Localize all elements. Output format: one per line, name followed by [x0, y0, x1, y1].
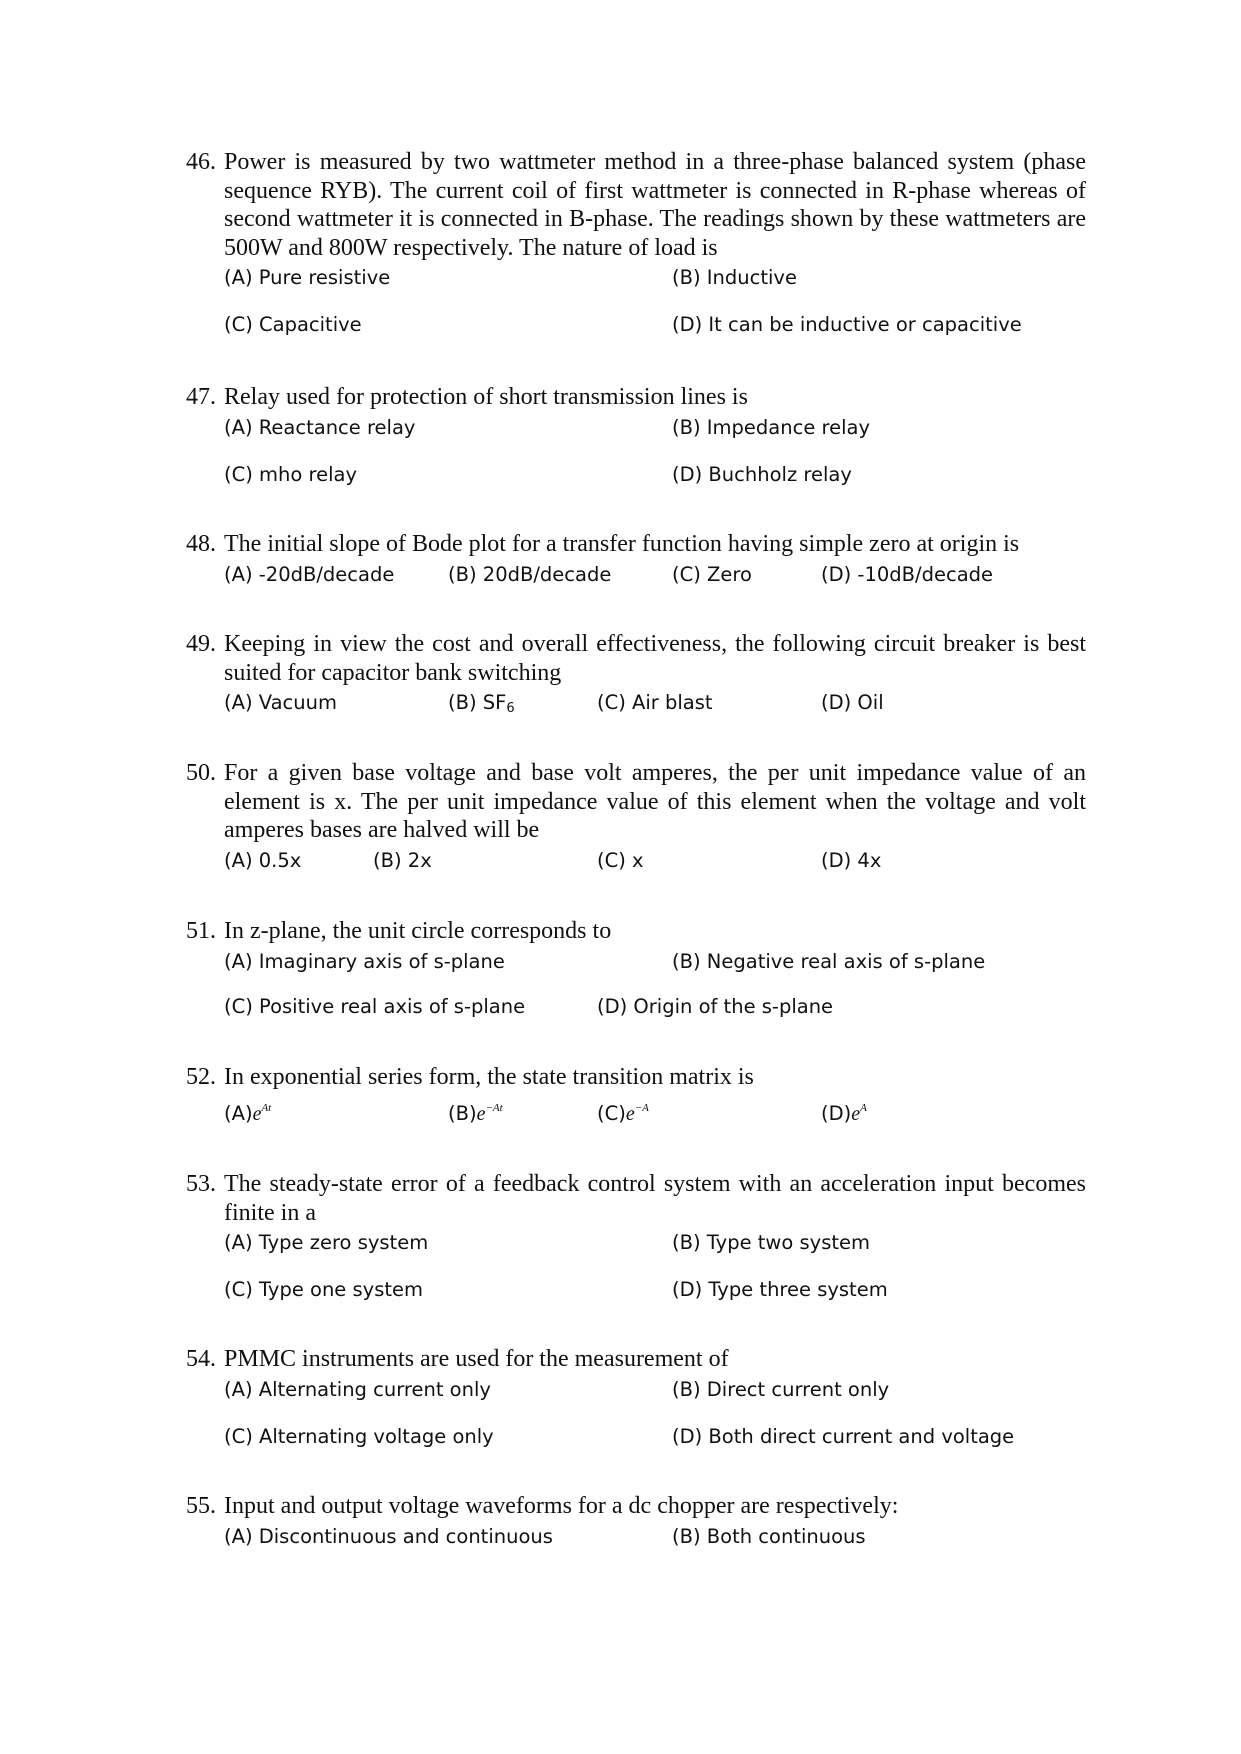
exponential-expression [851, 1103, 867, 1125]
option-b-text: (B) SF [448, 691, 507, 714]
option-b [448, 689, 515, 723]
question-stem: Relay used for protection of short transmission lines is [224, 384, 748, 410]
option-b: (B) 2x [373, 848, 432, 872]
question-stem: In z-plane, the unit circle corresponds to [224, 918, 612, 944]
option-c: (C) Capacitive [224, 313, 362, 336]
option-b: (B) 20dB/decade [448, 562, 612, 586]
option-b: (B) Negative real axis of s-plane [672, 949, 986, 973]
math-exponent: −A [634, 1101, 649, 1114]
question-55 [186, 1492, 1086, 1551]
options [224, 1376, 1086, 1451]
option-d: (D) Both direct current and voltage [672, 1424, 1015, 1448]
options [224, 414, 1086, 489]
option-c: (C) Alternating voltage only [224, 1424, 494, 1448]
option-d: (D) 4x [821, 848, 882, 872]
question-51 [186, 917, 1086, 1021]
option-c: (C) mho relay [224, 462, 358, 486]
option-d: (D) It can be inductive or capacitive [672, 313, 1022, 336]
math-base: e [252, 1102, 262, 1125]
option-c: (C) Positive real axis of s-plane [224, 994, 526, 1018]
math-base: e [625, 1102, 635, 1125]
question-number: 50. [186, 760, 216, 786]
exponential-expression [626, 1103, 649, 1125]
options [224, 1094, 1086, 1125]
question-48 [186, 530, 1086, 589]
options [224, 264, 1086, 339]
question-stem: Power is measured by two wattmeter method in a three-phase balanced system (phase sequence RYB). The current coil of first wattmeter is connected in R-phase whereas of second wattmeter it is connected in B-phase. The readings shown by these wattmeters are 500W and 800W respectively. The nature of load is [224, 149, 1086, 261]
question-number: 51. [186, 918, 216, 944]
option-a: (A) Type zero system [224, 1231, 429, 1254]
option-b: (B) Impedance relay [672, 415, 871, 439]
question-stem: Input and output voltage waveforms for a dc chopper are respectively: [224, 1493, 899, 1519]
question-52 [186, 1063, 1086, 1125]
subscript: 6 [506, 701, 515, 716]
question-number: 55. [186, 1493, 216, 1519]
option-a: (A) Pure resistive [224, 266, 391, 289]
option-b: (B) Direct current only [672, 1377, 890, 1401]
question-53 [186, 1170, 1086, 1304]
question-stem: The initial slope of Bode plot for a transfer function having simple zero at origin is [224, 531, 1020, 557]
question-stem: PMMC instruments are used for the measurement of [224, 1346, 729, 1372]
option-a: (A) Vacuum [224, 691, 337, 714]
option-b [448, 1094, 503, 1128]
question-number: 52. [186, 1064, 216, 1090]
question-stem: The steady-state error of a feedback control system with an acceleration input becomes finite in a [224, 1171, 1086, 1226]
math-exponent: A [860, 1101, 867, 1114]
question-47 [186, 383, 1086, 489]
option-c: (C) Air blast [597, 691, 713, 714]
question-number: 54. [186, 1346, 216, 1372]
option-b: (B) Inductive [672, 266, 797, 289]
question-number: 47. [186, 384, 216, 410]
question-number: 53. [186, 1171, 216, 1197]
option-b: (B) Both continuous [672, 1524, 866, 1548]
math-base: e [851, 1102, 861, 1125]
question-49 [186, 630, 1086, 717]
question-number: 46. [186, 149, 216, 175]
option-label: (B) [448, 1101, 477, 1125]
option-a [224, 1094, 271, 1128]
option-a: (A) 0.5x [224, 848, 302, 872]
option-b: (B) Type two system [672, 1231, 870, 1254]
options [224, 847, 1086, 875]
exponential-expression [477, 1103, 503, 1125]
math-base: e [476, 1102, 486, 1125]
options [224, 689, 1086, 717]
question-46 [186, 148, 1086, 339]
option-a: (A) -20dB/decade [224, 562, 395, 586]
option-label: (C) [597, 1101, 626, 1125]
option-label: (D) [821, 1101, 852, 1125]
question-stem: Keeping in view the cost and overall effectiveness, the following circuit breaker is best suited for capacitor bank switching [224, 631, 1086, 686]
question-stem: For a given base voltage and base volt amperes, the per unit impedance value of an element is x. The per unit impedance value of this element when the voltage and volt amperes bases are halved will be [224, 760, 1086, 843]
question-stem: In exponential series form, the state transition matrix is [224, 1064, 754, 1090]
option-d: (D) Oil [821, 691, 884, 714]
options [224, 1229, 1086, 1304]
option-d: (D) Buchholz relay [672, 462, 852, 486]
option-d [821, 1094, 867, 1128]
math-exponent: −At [485, 1101, 503, 1114]
math-exponent: At [261, 1101, 272, 1114]
question-number: 49. [186, 631, 216, 657]
question-54 [186, 1345, 1086, 1451]
option-c: (C) x [597, 848, 644, 872]
option-label: (A) [224, 1101, 253, 1125]
option-c: (C) Type one system [224, 1278, 423, 1301]
exponential-expression [253, 1103, 272, 1125]
option-c [597, 1094, 649, 1128]
option-a: (A) Reactance relay [224, 415, 416, 439]
option-a: (A) Discontinuous and continuous [224, 1524, 553, 1548]
options [224, 1523, 1086, 1551]
options [224, 948, 1086, 1021]
option-d: (D) -10dB/decade [821, 562, 994, 586]
options [224, 561, 1086, 589]
option-d: (D) Origin of the s-plane [597, 994, 834, 1018]
question-number: 48. [186, 531, 216, 557]
option-c: (C) Zero [672, 562, 752, 586]
option-a: (A) Alternating current only [224, 1377, 491, 1401]
option-d: (D) Type three system [672, 1278, 888, 1301]
option-a: (A) Imaginary axis of s-plane [224, 949, 505, 973]
question-50 [186, 759, 1086, 875]
